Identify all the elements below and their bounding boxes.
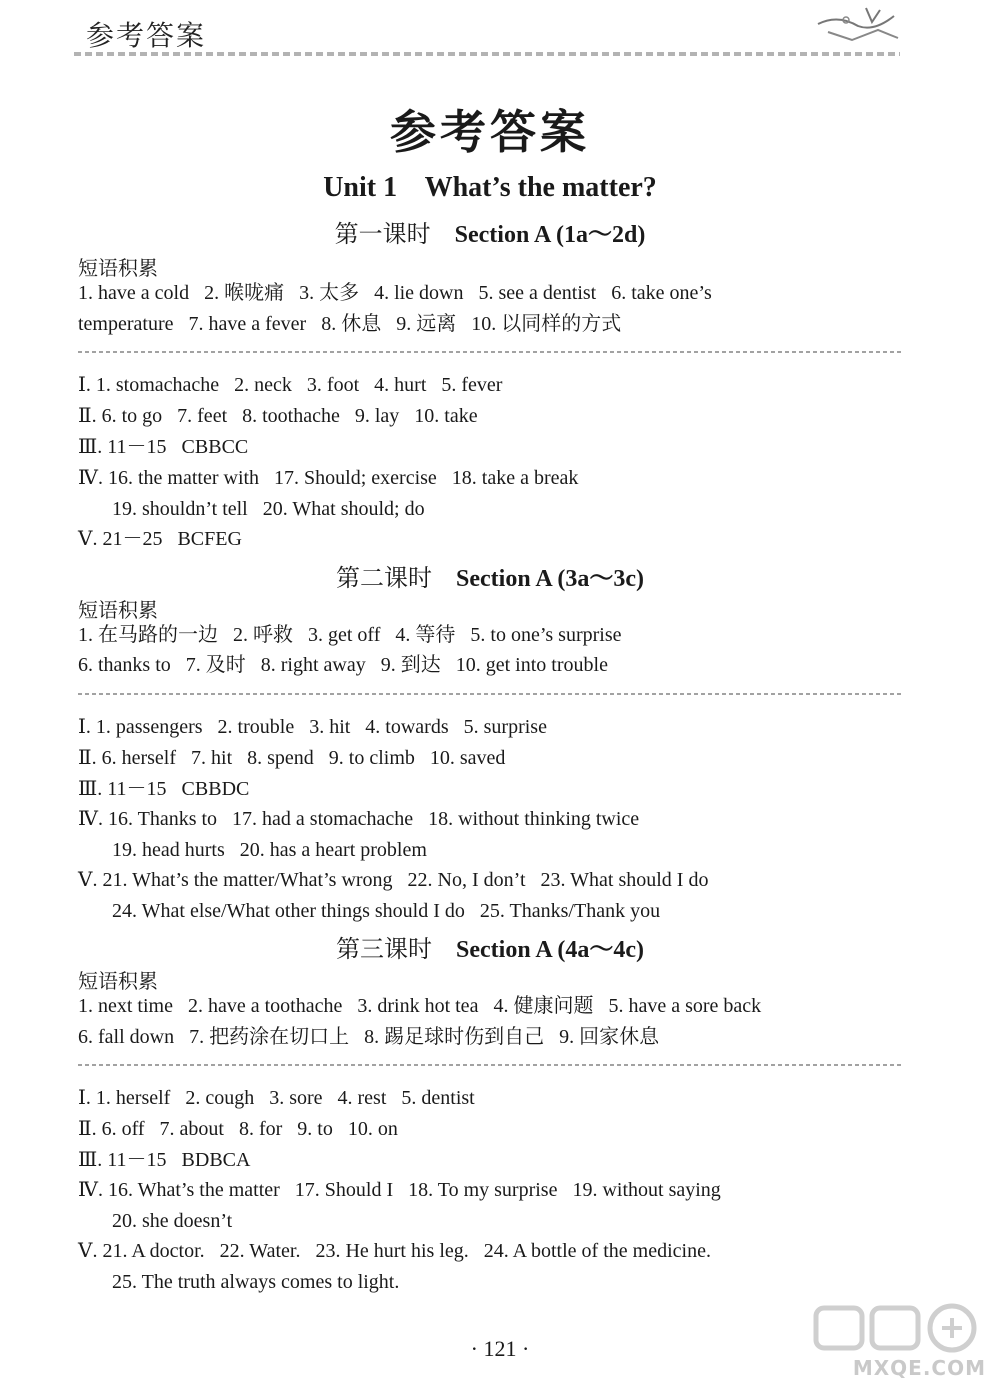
section-2-title <box>0 558 980 593</box>
section-1-title-en: Section A (1a～2d) <box>430 222 646 248</box>
watermark-logo <box>796 1300 992 1384</box>
unit-title: Unit 1 What’s the matter? <box>323 172 657 203</box>
section-3-answer-line: 25. The truth always comes to light. <box>112 1271 400 1293</box>
section-3-answer-line: 20. she doesn’t <box>112 1210 233 1232</box>
section-2-answer-line: Ⅲ. 11－15 CBBDC <box>78 778 250 800</box>
section-2-phrase-label: 短语积累 <box>78 598 158 622</box>
header-title: 参考答案 <box>86 19 207 52</box>
section-3-answer-line: Ⅲ. 11－15 BDBCA <box>78 1149 251 1171</box>
page-number: · 121 · <box>470 1336 530 1361</box>
section-3-title-zh: 第三课时 <box>336 935 432 963</box>
section-2-answer-line: Ⅱ. 6. herself 7. hit 8. spend 9. to climb 10. saved <box>78 747 506 769</box>
section-2-title-zh: 第二课时 <box>336 564 432 592</box>
section-3-divider <box>78 1064 902 1066</box>
section-2-answer-line: Ⅰ. 1. passengers 2. trouble 3. hit 4. towards 5. surprise <box>78 716 547 738</box>
section-2-answer-line: Ⅳ. 16. Thanks to 17. had a stomachache 18. without thinking twice <box>78 808 640 830</box>
header-divider <box>74 52 900 56</box>
header-ornament-icon <box>808 2 908 52</box>
section-1-answer-line: Ⅴ. 21－25 BCFEG <box>78 528 242 550</box>
page-title: 参考答案 <box>390 105 590 159</box>
section-3-answer-line: Ⅴ. 21. A doctor. 22. Water. 23. He hurt his leg. 24. A bottle of the medicine. <box>78 1240 711 1262</box>
section-1-answer-line: Ⅱ. 6. to go 7. feet 8. toothache 9. lay 10. take <box>78 405 478 427</box>
section-1-answer-line: Ⅰ. 1. stomachache 2. neck 3. foot 4. hurt 5. fever <box>78 374 503 396</box>
section-3-phrase-line: 6. fall down 7. 把药涂在切口上 8. 踢足球时伤到自己 9. 回家休息 <box>78 1026 660 1048</box>
section-2-phrase-line: 6. thanks to 7. 及时 8. right away 9. 到达 10. get into trouble <box>78 654 608 676</box>
section-3-title-en: Section A (4a～4c) <box>432 937 644 963</box>
section-3-title <box>0 929 980 964</box>
section-3-phrase-label: 短语积累 <box>78 969 158 993</box>
section-1-divider <box>78 351 902 353</box>
section-2-divider <box>78 693 902 695</box>
watermark-logo-icon <box>796 1300 992 1360</box>
section-2-answer-line: 19. head hurts 20. has a heart problem <box>112 839 427 861</box>
section-3-answer-line: Ⅳ. 16. What’s the matter 17. Should I 18. To my surprise 19. without saying <box>78 1179 721 1201</box>
section-1-phrase-label: 短语积累 <box>78 256 158 280</box>
section-3-answer-line: Ⅰ. 1. herself 2. cough 3. sore 4. rest 5. dentist <box>78 1087 475 1109</box>
section-1-answer-line: 19. shouldn’t tell 20. What should; do <box>112 498 425 520</box>
section-2-title-en: Section A (3a～3c) <box>432 566 644 592</box>
section-1-answer-line: Ⅳ. 16. the matter with 17. Should; exercise 18. take a break <box>78 467 579 489</box>
section-1-phrase-line: temperature 7. have a fever 8. 休息 9. 远离 10. 以同样的方式 <box>78 313 622 335</box>
section-1-phrase-line: 1. have a cold 2. 喉咙痛 3. 太多 4. lie down 5. see a dentist 6. take one’s <box>78 282 712 304</box>
section-1-title <box>0 214 980 249</box>
section-1-title-zh: 第一课时 <box>334 220 431 248</box>
section-2-answer-line: 24. What else/What other things should I do 25. Thanks/Thank you <box>112 900 661 922</box>
section-3-answer-line: Ⅱ. 6. off 7. about 8. for 9. to 10. on <box>78 1118 398 1140</box>
section-2-answer-line: Ⅴ. 21. What’s the matter/What’s wrong 22. No, I don’t 23. What should I do <box>78 869 709 891</box>
section-3-phrase-line: 1. next time 2. have a toothache 3. drink hot tea 4. 健康问题 5. have a sore back <box>78 995 762 1017</box>
section-2-phrase-line: 1. 在马路的一边 2. 呼救 3. get off 4. 等待 5. to one’s surprise <box>78 624 622 646</box>
watermark-text: MXQE.COM <box>852 1356 986 1380</box>
section-1-answer-line: Ⅲ. 11－15 CBBCC <box>78 436 249 458</box>
